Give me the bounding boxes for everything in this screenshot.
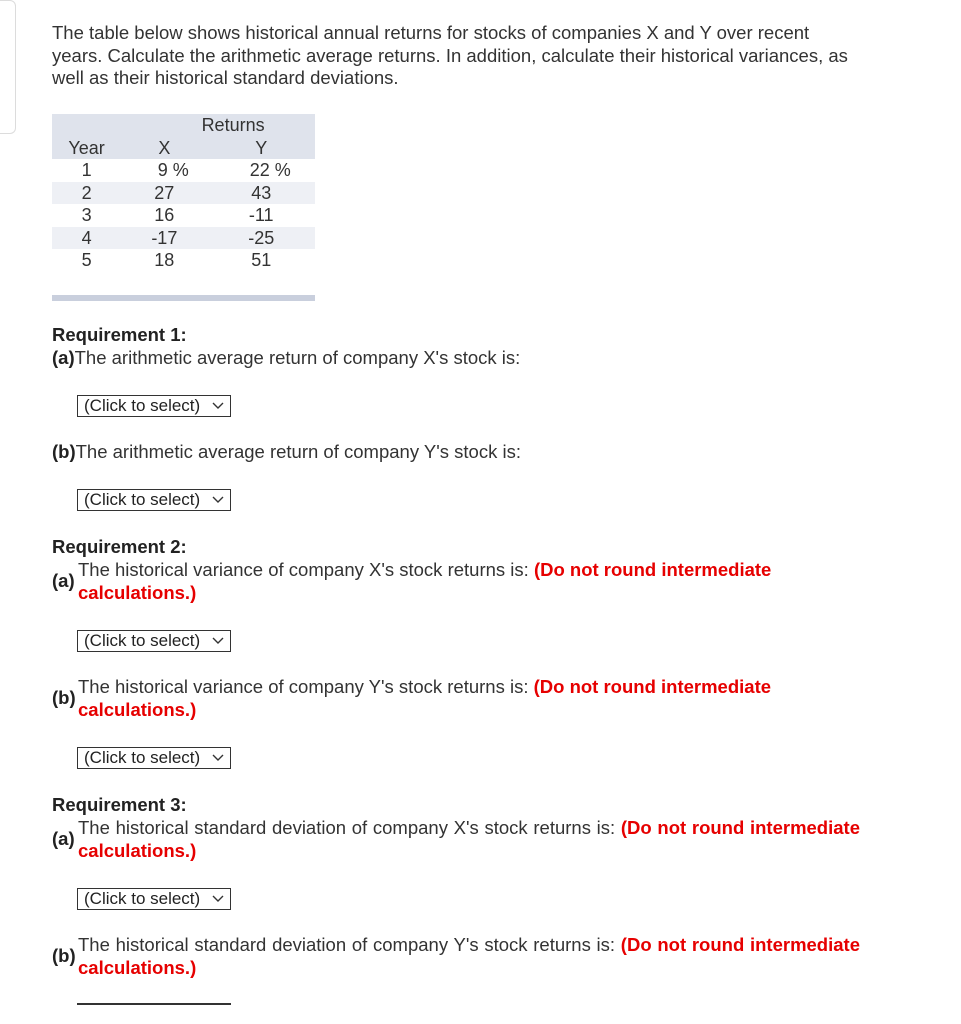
x-cell: 9 % [157, 160, 189, 180]
y-cell: -11 [248, 205, 274, 225]
intro-text: The table below shows historical annual returns for stocks of companies X and Y over recent years. Calculate the arithmetic average returns. In addition, calculate their historical variances, as well as their historical standard deviations. [52, 22, 848, 88]
question-label: (a) [52, 828, 75, 849]
question-label: (b) [52, 441, 76, 462]
left-panel-edge [0, 0, 16, 134]
question-2b [52, 675, 872, 721]
answer-3a-select[interactable] [77, 888, 231, 910]
table-row [52, 249, 315, 272]
returns-header: Returns [121, 114, 315, 137]
rounding-note: (Do not round intermediate calculations.) [78, 559, 772, 603]
chevron-down-icon [212, 634, 224, 646]
select-placeholder: (Click to select) [84, 396, 201, 415]
x-cell: 16 [154, 205, 175, 225]
answer-1a-select[interactable] [77, 395, 231, 417]
returns-table-container [52, 114, 315, 301]
question-text: The arithmetic average return of company X's stock is: [74, 347, 521, 368]
requirement-1 [52, 323, 872, 369]
table-bottom-bar [52, 295, 315, 301]
answer-3b-select[interactable] [77, 1003, 231, 1005]
x-header: X [121, 137, 207, 160]
x-cell: 27 [121, 182, 207, 205]
question-label: (a) [52, 570, 75, 591]
question-label: (b) [52, 945, 76, 966]
y-cell: -25 [207, 227, 315, 250]
question-text: The historical variance of company Y's stock returns is: [78, 676, 534, 697]
select-placeholder: (Click to select) [84, 631, 201, 650]
chevron-down-icon [212, 493, 224, 505]
table-row [52, 227, 315, 250]
rounding-note: (Do not round intermediate calculations.) [78, 934, 860, 978]
question-1b [52, 440, 872, 463]
question-label: (b) [52, 687, 76, 708]
table-group-header-row [52, 114, 315, 137]
y-cell: 51 [251, 250, 272, 270]
select-placeholder: (Click to select) [84, 889, 201, 908]
question-label: (a) [52, 347, 75, 368]
question-text: The historical standard deviation of company Y's stock returns is: [78, 934, 621, 955]
question-3a [52, 816, 860, 862]
year-cell: 4 [52, 227, 121, 250]
question-1b-block [52, 440, 872, 463]
requirement-1-title: Requirement 1: [52, 324, 187, 345]
x-cell: 18 [154, 250, 175, 270]
requirement-2-title: Requirement 2: [52, 536, 187, 557]
question-3b [52, 933, 860, 979]
question-2b-block [52, 675, 872, 721]
y-cell: 22 % [249, 160, 291, 180]
y-header: Y [207, 137, 315, 160]
requirement-3 [52, 793, 860, 862]
question-3b-block [52, 933, 860, 979]
question-text: The historical variance of company X's stock returns is: [78, 559, 534, 580]
question-2a [52, 558, 872, 604]
year-cell: 1 [81, 160, 92, 180]
answer-2a-select[interactable] [77, 630, 231, 652]
question-1a [52, 346, 872, 369]
table-row [52, 159, 315, 182]
requirement-2 [52, 535, 872, 604]
table-row [52, 182, 315, 205]
answer-2b-select[interactable] [77, 747, 231, 769]
year-cell: 5 [81, 250, 92, 270]
year-header: Year [52, 137, 121, 160]
y-cell: 43 [207, 182, 315, 205]
requirement-3-title: Requirement 3: [52, 794, 187, 815]
select-placeholder: (Click to select) [84, 490, 201, 509]
table-header-row [52, 137, 315, 160]
rounding-note: (Do not round intermediate calculations.) [78, 817, 860, 861]
table-row [52, 204, 315, 227]
chevron-down-icon [212, 751, 224, 763]
answer-1b-select[interactable] [77, 489, 231, 511]
returns-table [52, 114, 315, 272]
question-text: The arithmetic average return of company Y's stock is: [75, 441, 521, 462]
chevron-down-icon [212, 399, 224, 411]
rounding-note: (Do not round intermediate calculations.) [78, 676, 772, 720]
question-text: The historical standard deviation of company X's stock returns is: [78, 817, 621, 838]
year-cell: 3 [81, 205, 92, 225]
x-cell: -17 [121, 227, 207, 250]
chevron-down-icon [212, 892, 224, 904]
year-cell: 2 [52, 182, 121, 205]
select-placeholder: (Click to select) [84, 748, 201, 767]
